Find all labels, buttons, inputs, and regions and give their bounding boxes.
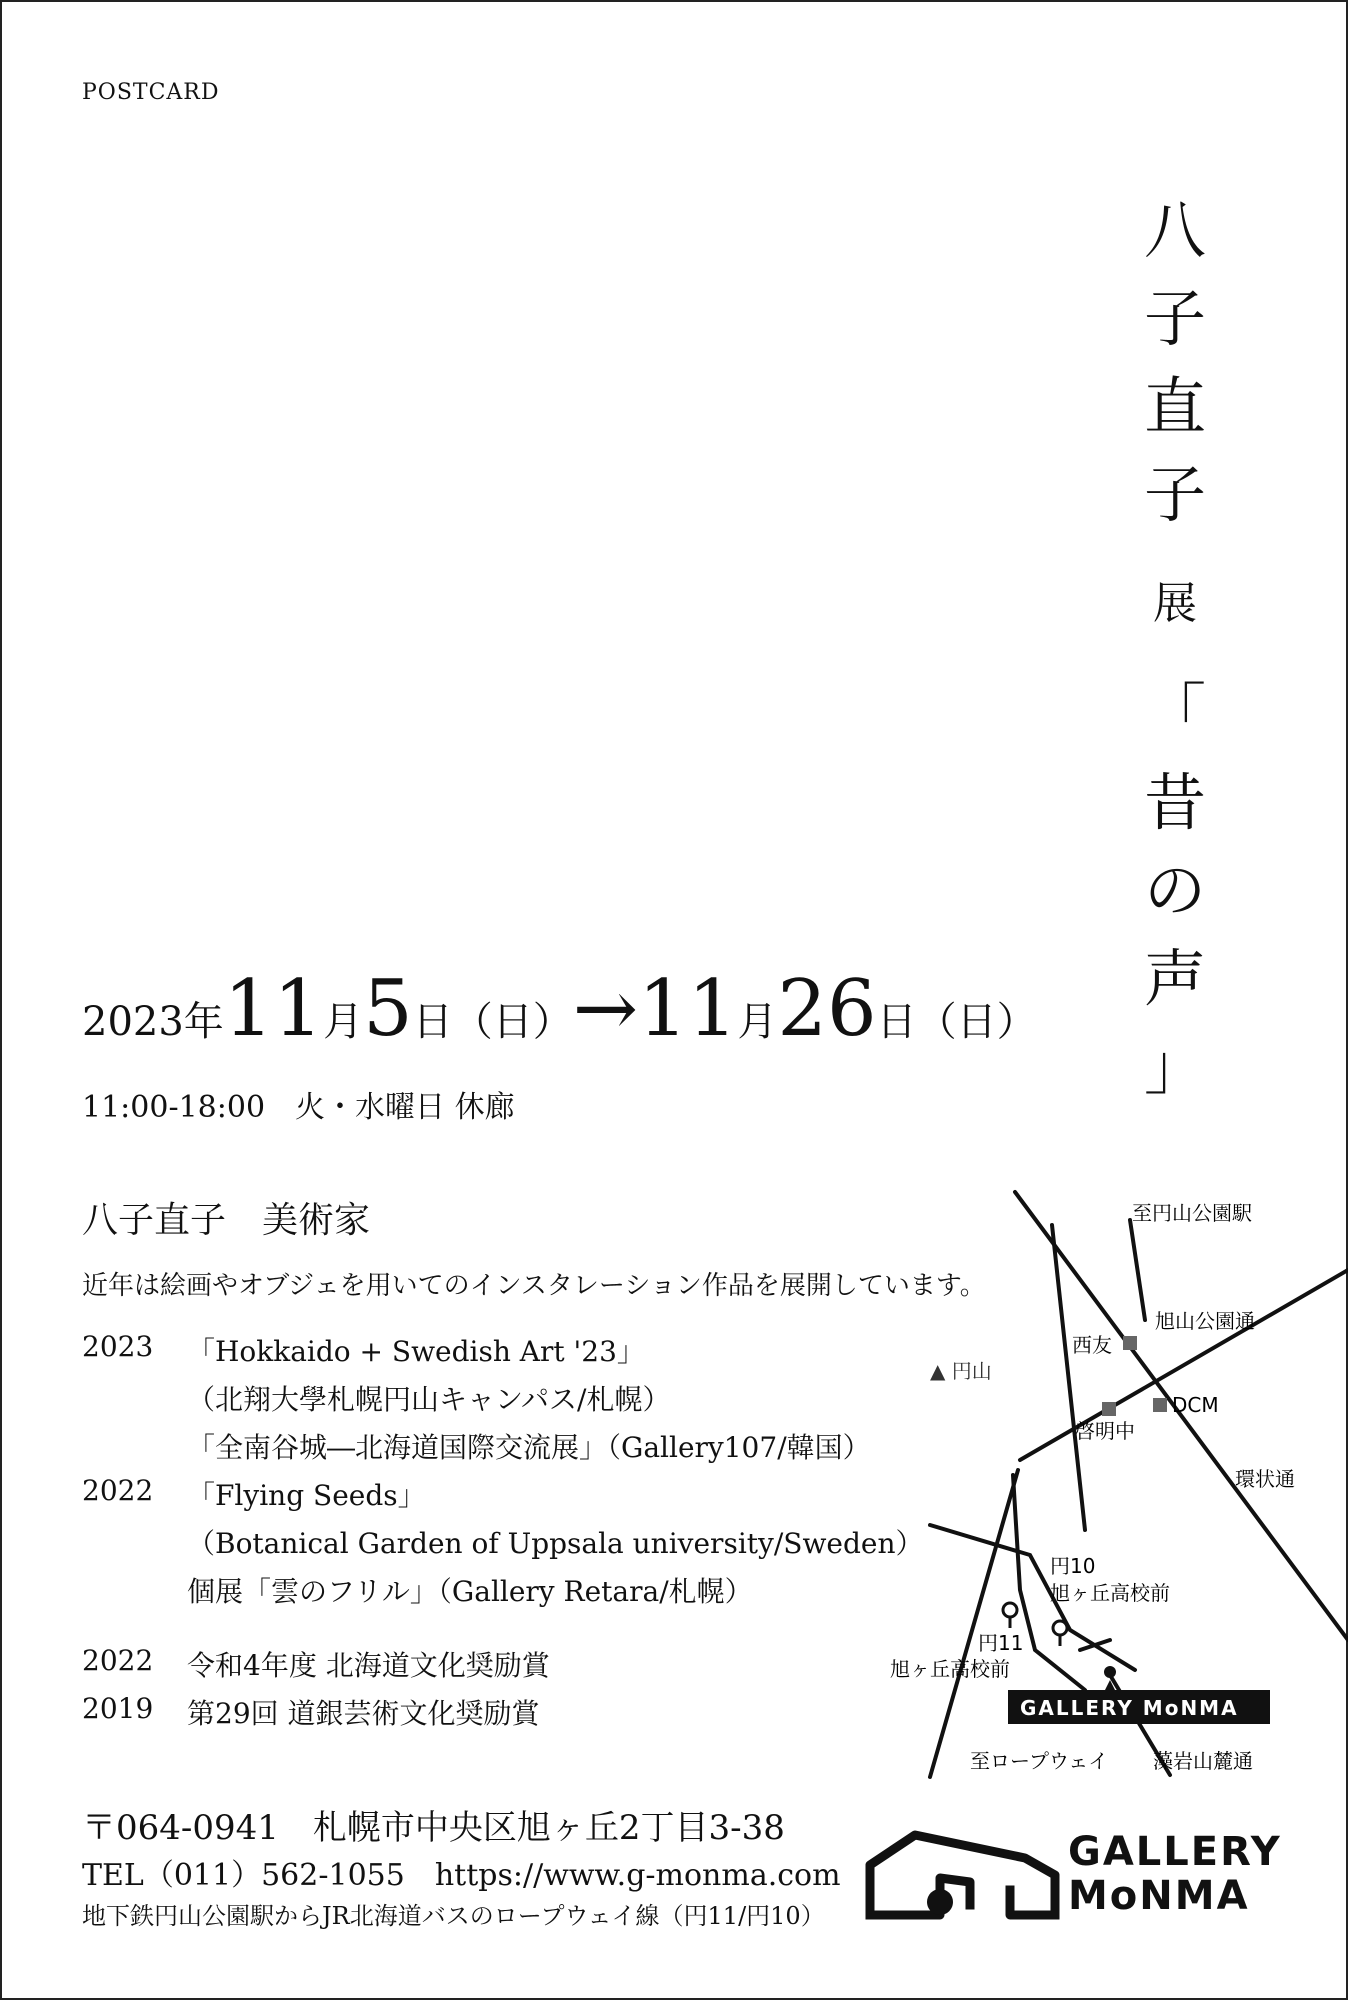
gallery-location-icon [1104,1666,1116,1678]
date-end-day: 26 [777,964,877,1054]
gallery-house-logo-icon [860,1830,1060,1920]
map-building-icon [1153,1398,1167,1412]
gallery-access: 地下鉄円山公園駅からJR北海道バスのロープウェイ線（円11/円10） [82,1902,825,1930]
title-bracket-close: 」 [1143,1030,1206,1103]
map-label-asahiyama-road: 旭山公園通 [1155,1309,1255,1333]
exhibition-dates: 2023年11月5日（日）→11月26日（日） [82,964,1037,1054]
postcard-label: POSTCARD [82,80,220,105]
date-end-month: 11 [638,964,738,1054]
opening-hours: 11:00-18:00 火・水曜日 休廊 [82,1090,515,1125]
map-building-icon [1123,1336,1137,1350]
map-label-ropeway: 至ロープウェイ [970,1749,1109,1773]
map-label-en10-stop: 旭ヶ丘高校前 [1050,1581,1170,1605]
map-label-kanjo: 環状通 [1235,1467,1295,1491]
date-year: 2023 [82,999,184,1045]
map-label-nishitomo: 西友 [1072,1333,1112,1357]
artist-name: 八子直子 美術家 [82,1200,371,1241]
logo-line-1: GALLERY [1068,1829,1282,1875]
bus-stop-icon [1053,1621,1067,1646]
date-end-weekday: （日） [916,999,1037,1045]
access-map [870,1180,1348,1800]
map-label-maruyama: ▲ 円山 [930,1359,992,1383]
title-char-3: 直 [1143,370,1206,443]
map-road [1080,1640,1110,1650]
exhibit-char-1: 昔 [1143,766,1206,839]
map-building-icon [1102,1402,1116,1416]
date-start-day: 5 [363,964,413,1054]
gallery-address: 〒064-0941 札幌市中央区旭ヶ丘2丁目3-38 [82,1808,785,1848]
exhibit-char-2: の [1143,854,1206,927]
map-label-moiwa: 藻岩山麓通 [1153,1749,1253,1773]
title-char-2: 子 [1143,282,1206,355]
date-start-month: 11 [223,964,324,1054]
logo-line-2: MoNMA [1068,1873,1250,1919]
title-char-1: 八 [1143,194,1206,267]
vertical-title [1140,194,1210,1103]
gallery-contact: TEL（011）562-1055 https://www.g-monma.com [82,1858,841,1893]
arrow-icon: → [572,964,639,1054]
title-bracket-open: 「 [1143,676,1206,749]
exhibit-char-3: 声 [1143,942,1206,1015]
artist-intro: 近年は絵画やオブジェを用いてのインスタレーション作品を展開しています。 [82,1271,986,1301]
title-char-4: 子 [1143,458,1206,531]
title-ten: 展 [1153,578,1197,629]
gallery-logo-text [1068,1830,1282,1918]
map-label-keimeichu: 啓明中 [1075,1419,1135,1443]
map-label-en10: 円10 [1050,1554,1096,1578]
map-label-gallery: GALLERY MoNMA [1020,1696,1239,1720]
map-road [1130,1220,1145,1320]
bus-stop-icon [1003,1603,1017,1628]
map-road [1020,1270,1348,1460]
map-label-dcm: DCM [1172,1393,1219,1417]
date-start-weekday: （日） [452,999,573,1045]
map-label-en11: 円11 [978,1631,1024,1655]
map-road [1052,1225,1085,1530]
map-road [930,1470,1018,1777]
map-label-en11-stop: 旭ヶ丘高校前 [890,1657,1010,1681]
map-label-to-station: 至円山公園駅 [1132,1201,1252,1225]
